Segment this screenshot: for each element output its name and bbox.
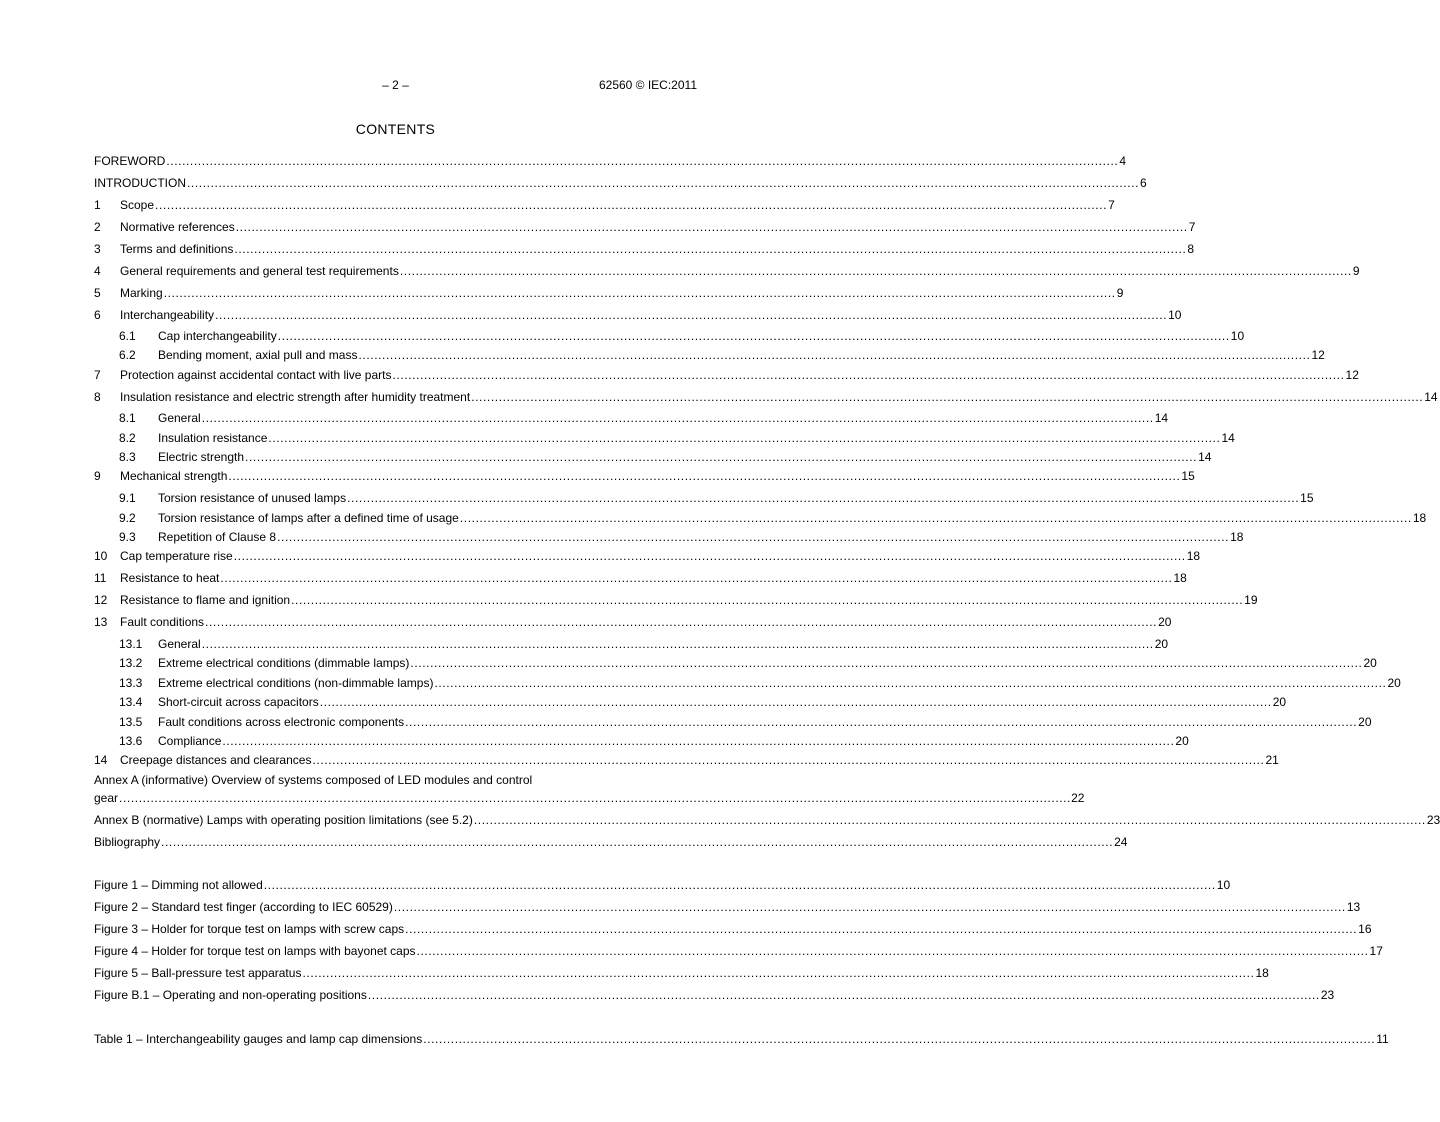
- toc-entry-text: INTRODUCTION: [94, 176, 186, 190]
- toc-entry-3[interactable]: [94, 240, 1195, 256]
- toc-entry-13[interactable]: [94, 613, 1172, 629]
- toc-entry-number: 13.4: [119, 695, 143, 709]
- dot-leader: [358, 348, 1310, 362]
- dot-leader: [434, 676, 1386, 690]
- dot-leader: [474, 813, 1426, 827]
- toc-entry-number: 13.1: [119, 637, 143, 651]
- toc-entry-6[interactable]: [94, 306, 1182, 322]
- toc-entry-number: 9.3: [119, 530, 136, 544]
- figure-entry-page: 10: [1216, 878, 1231, 892]
- toc-entry-8-3[interactable]: [119, 448, 1212, 464]
- toc-entry-8-1[interactable]: [119, 409, 1169, 425]
- toc-entry-page: 20: [1154, 637, 1169, 651]
- dot-leader: [347, 491, 1299, 505]
- toc-entry-number: 8.2: [119, 431, 136, 445]
- dot-leader: [187, 176, 1139, 190]
- toc-entry-page: 9: [1352, 264, 1360, 278]
- toc-entry-13-4[interactable]: [119, 693, 1287, 709]
- toc-entry-number: 4: [94, 264, 101, 278]
- toc-entry-number: 3: [94, 242, 101, 256]
- figure-entry-page: 23: [1320, 988, 1335, 1002]
- toc-entry-number: 13.2: [119, 656, 143, 670]
- toc-entry-page: 4: [1119, 154, 1127, 168]
- toc-entry-text: Scope: [120, 198, 155, 212]
- toc-entry-number: 5: [94, 286, 101, 300]
- toc-entry-number: 8.3: [119, 450, 136, 464]
- dot-leader: [161, 835, 1113, 849]
- toc-entry-page: 18: [1412, 511, 1427, 525]
- toc-entry-number: 14: [94, 753, 108, 767]
- toc-entry-text: Terms and definitions: [120, 242, 234, 256]
- toc-entry-11[interactable]: [94, 569, 1187, 585]
- toc-entry-text: General: [158, 411, 201, 425]
- toc-entry-number: 6.1: [119, 329, 136, 343]
- toc-entry-page: 8: [1187, 242, 1195, 256]
- toc-entry-text: Extreme electrical conditions (dimmable lamps): [158, 656, 410, 670]
- dot-leader: [205, 615, 1157, 629]
- toc-entry-number: 2: [94, 220, 101, 234]
- toc-entry-6-2[interactable]: [119, 346, 1325, 362]
- toc-entry-text: Annex A (informative) Overview of systems composed of LED modules and control: [94, 773, 533, 787]
- toc-entry-text: General: [158, 637, 201, 651]
- figure-entry-4[interactable]: [94, 942, 1383, 958]
- toc-entry-text: Insulation resistance: [158, 431, 268, 445]
- toc-entry-number: 8.1: [119, 411, 136, 425]
- toc-entry-text: Normative references: [120, 220, 235, 234]
- dot-leader: [471, 390, 1423, 404]
- toc-entry-10[interactable]: [94, 547, 1201, 563]
- figure-entry-b1[interactable]: [94, 986, 1335, 1002]
- dot-leader: [155, 198, 1107, 212]
- toc-entry-page: 20: [1158, 615, 1172, 629]
- dot-leader: [417, 944, 1369, 958]
- page-header: [94, 78, 697, 94]
- dot-leader: [268, 431, 1220, 445]
- figure-entry-text: Figure 1 – Dimming not allowed: [94, 878, 263, 892]
- toc-entry-page: 20: [1272, 695, 1287, 709]
- toc-entry-number: 11: [94, 571, 107, 585]
- toc-entry-foreword[interactable]: [94, 152, 1127, 168]
- figure-entry-text: Figure 2 – Standard test finger (according to IEC 60529): [94, 900, 393, 914]
- toc-entry-number: 6: [94, 308, 101, 322]
- dot-leader: [410, 656, 1362, 670]
- toc-entry-13-2[interactable]: [119, 654, 1377, 670]
- toc-entry-text: FOREWORD: [94, 154, 166, 168]
- dot-leader: [236, 220, 1188, 234]
- dot-leader: [405, 715, 1357, 729]
- dot-leader: [405, 922, 1357, 936]
- toc-entry-text: Torsion resistance of lamps after a defined time of usage: [158, 511, 459, 525]
- toc-entry-annex-b[interactable]: [94, 811, 1440, 827]
- toc-entry-13-3[interactable]: [119, 674, 1401, 690]
- toc-entry-text: Repetition of Clause 8: [158, 530, 277, 544]
- toc-entry-text: Cap interchangeability: [158, 329, 277, 343]
- dot-leader: [228, 469, 1180, 483]
- standard-reference: 62560 © IEC:2011: [598, 78, 697, 92]
- dot-leader: [119, 791, 1071, 805]
- toc-entry-page: 18: [1230, 530, 1244, 544]
- toc-entry-text: Torsion resistance of unused lamps: [158, 491, 347, 505]
- dot-leader: [460, 511, 1412, 525]
- toc-entry-number: 6.2: [119, 348, 136, 362]
- toc-entry-text: Annex B (normative) Lamps with operating position limitations (see 5.2): [94, 813, 473, 827]
- toc-entry-text: Creepage distances and clearances: [120, 753, 312, 767]
- toc-entry-page: 20: [1358, 715, 1372, 729]
- toc-entry-page: 18: [1186, 549, 1201, 563]
- toc-entry-8-2[interactable]: [119, 429, 1235, 445]
- dot-leader: [234, 549, 1186, 563]
- dot-leader: [166, 154, 1118, 168]
- figure-entry-page: 16: [1358, 922, 1372, 936]
- toc-entry-text: Resistance to flame and ignition: [120, 593, 291, 607]
- dot-leader: [392, 368, 1344, 382]
- toc-entry-text: Fault conditions across electronic components: [158, 715, 405, 729]
- figure-entry-1[interactable]: [94, 876, 1231, 892]
- toc-entry-number: 13.6: [119, 734, 143, 748]
- toc-entry-text: Marking: [120, 286, 163, 300]
- toc-entry-number: 9: [94, 469, 101, 483]
- toc-entry-13-6[interactable]: [119, 732, 1189, 748]
- toc-entry-text: Interchangeability: [120, 308, 215, 322]
- toc-entry-page: 24: [1114, 835, 1128, 849]
- toc-entry-text: Fault conditions: [120, 615, 205, 629]
- dot-leader: [368, 988, 1320, 1002]
- toc-entry-number: 13.5: [119, 715, 143, 729]
- figure-entry-page: 17: [1369, 944, 1383, 958]
- toc-entry-page: 14: [1424, 390, 1438, 404]
- toc-entry-page: 7: [1188, 220, 1196, 234]
- table-entry-1[interactable]: [94, 1030, 1389, 1046]
- dot-leader: [202, 637, 1154, 651]
- toc-entry-9-2[interactable]: [119, 509, 1427, 525]
- toc-entry-text: Bending moment, axial pull and mass: [158, 348, 358, 362]
- dot-leader: [278, 329, 1230, 343]
- toc-entry-page: 12: [1311, 348, 1325, 362]
- toc-entry-page: 12: [1345, 368, 1359, 382]
- toc-entry-9-1[interactable]: [119, 489, 1314, 505]
- toc-entry-page: 15: [1300, 491, 1314, 505]
- dot-leader: [234, 242, 1186, 256]
- toc-entry-text: Extreme electrical conditions (non-dimmable lamps): [158, 676, 434, 690]
- toc-entry-text: Cap temperature rise: [120, 549, 233, 563]
- dot-leader: [394, 900, 1346, 914]
- figure-entry-text: Figure 3 – Holder for torque test on lamps with screw caps: [94, 922, 405, 936]
- toc-entry-text: General requirements and general test requirements: [120, 264, 399, 278]
- toc-entry-9[interactable]: [94, 467, 1195, 483]
- toc-entry-number: 13: [94, 615, 108, 629]
- toc-entry-page: 7: [1108, 198, 1115, 212]
- dot-leader: [220, 571, 1172, 585]
- toc-entry-page: 15: [1181, 469, 1195, 483]
- toc-entry-text: Short-circuit across capacitors: [158, 695, 319, 709]
- toc-entry-page: 20: [1175, 734, 1189, 748]
- toc-entry-page: 10: [1230, 329, 1245, 343]
- dot-leader: [277, 530, 1229, 544]
- toc-entry-page: 21: [1265, 753, 1279, 767]
- dot-leader: [222, 734, 1174, 748]
- toc-entry-page: 19: [1244, 593, 1258, 607]
- dot-leader: [264, 878, 1216, 892]
- toc-entry-12[interactable]: [94, 591, 1258, 607]
- toc-entry-page: 23: [1426, 813, 1440, 827]
- toc-entry-4[interactable]: [94, 262, 1360, 278]
- toc-entry-number: 10: [94, 549, 108, 563]
- page-number: – 2 –: [382, 78, 409, 92]
- toc-entry-8[interactable]: [94, 388, 1438, 404]
- figure-entry-2[interactable]: [94, 898, 1361, 914]
- toc-entry-page: 6: [1140, 176, 1147, 190]
- toc-entry-number: 9.1: [119, 491, 136, 505]
- toc-entry-text: Bibliography: [94, 835, 161, 849]
- figure-entry-text: Figure 5 – Ball-pressure test apparatus: [94, 966, 302, 980]
- dot-leader: [215, 308, 1167, 322]
- toc-entry-page: 14: [1221, 431, 1235, 445]
- toc-entry-number: 9.2: [119, 511, 136, 525]
- toc-entry-page: 18: [1173, 571, 1187, 585]
- toc-entry-text: Compliance: [158, 734, 222, 748]
- page-title: CONTENTS: [355, 121, 436, 137]
- toc-entry-text: Insulation resistance and electric strength after humidity treatment: [120, 390, 471, 404]
- toc-entry-9-3[interactable]: [119, 528, 1244, 544]
- toc-entry-text: Protection against accidental contact with live parts: [120, 368, 392, 382]
- dot-leader: [302, 966, 1254, 980]
- toc-entry-7[interactable]: [94, 366, 1359, 382]
- toc-entry-number: 1: [94, 198, 101, 212]
- figure-entry-5[interactable]: [94, 964, 1269, 980]
- figure-entry-text: Figure B.1 – Operating and non-operating positions: [94, 988, 367, 1002]
- dot-leader: [245, 450, 1197, 464]
- toc-entry-page: 22: [1071, 791, 1085, 805]
- toc-entry-number: 13.3: [119, 676, 143, 690]
- toc-entry-text: Electric strength: [158, 450, 245, 464]
- dot-leader: [291, 593, 1243, 607]
- toc-entry-6-1[interactable]: [119, 327, 1245, 343]
- toc-entry-2[interactable]: [94, 218, 1196, 234]
- toc-entry-introduction[interactable]: [94, 174, 1147, 190]
- toc-entry-page: 20: [1363, 656, 1377, 670]
- toc-entry-14[interactable]: [94, 751, 1279, 767]
- toc-entry-page: 10: [1168, 308, 1182, 322]
- figure-entry-text: Figure 4 – Holder for torque test on lamps with bayonet caps: [94, 944, 416, 958]
- toc-entry-text: Mechanical strength: [120, 469, 228, 483]
- dot-leader: [312, 753, 1264, 767]
- toc-entry-page: 9: [1116, 286, 1124, 300]
- toc-entry-text: Resistance to heat: [120, 571, 220, 585]
- table-entry-page: 11: [1376, 1032, 1389, 1046]
- dot-leader: [423, 1032, 1375, 1046]
- toc-entry-number: 7: [94, 368, 101, 382]
- toc-entry-bibliography[interactable]: [94, 833, 1128, 849]
- toc-entry-13-1[interactable]: [119, 635, 1169, 651]
- dot-leader: [164, 286, 1116, 300]
- toc-entry-5[interactable]: [94, 284, 1124, 300]
- toc-entry-text-continued: gear: [94, 791, 119, 805]
- toc-entry-page: 14: [1154, 411, 1169, 425]
- figure-entry-page: 13: [1346, 900, 1361, 914]
- dot-leader: [320, 695, 1272, 709]
- toc-entry-page: 20: [1387, 676, 1401, 690]
- figure-entry-page: 18: [1255, 966, 1269, 980]
- toc-entry-number: 12: [94, 593, 108, 607]
- toc-entry-1[interactable]: [94, 196, 1115, 212]
- figure-entry-3[interactable]: [94, 920, 1372, 936]
- toc-entry-number: 8: [94, 390, 101, 404]
- dot-leader: [400, 264, 1352, 278]
- toc-entry-13-5[interactable]: [119, 713, 1372, 729]
- table-entry-text: Table 1 – Interchangeability gauges and lamp cap dimensions: [94, 1032, 423, 1046]
- dot-leader: [202, 411, 1154, 425]
- toc-entry-page: 14: [1198, 450, 1212, 464]
- toc-entry-annex-a[interactable]: [94, 773, 1085, 805]
